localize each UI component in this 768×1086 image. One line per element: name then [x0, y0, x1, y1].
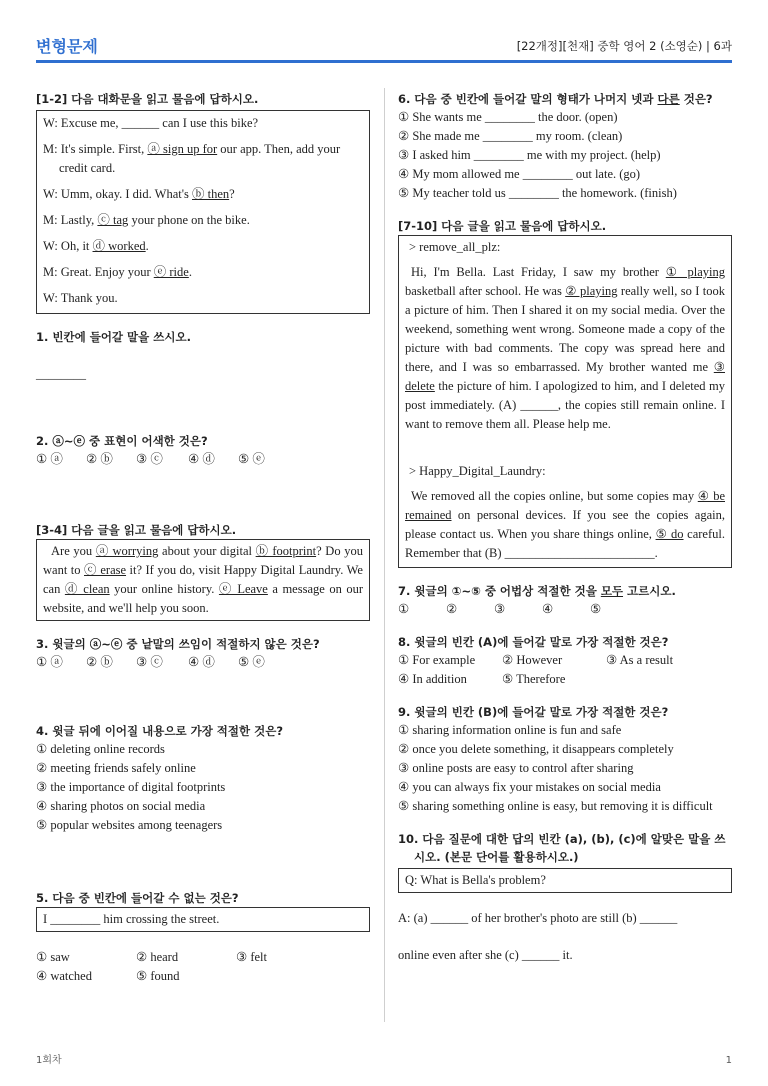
dialogue-line: M: Great. Enjoy your ⓔ ride. [43, 265, 192, 279]
dialogue-line: M: Lastly, ⓒ tag your phone on the bike. [43, 213, 250, 227]
dialogue-line: W: Oh, it ⓓ worked. [43, 239, 149, 253]
options-q5 [36, 948, 370, 967]
option[interactable]: ① sharing information online is fun and safe [398, 723, 622, 737]
sentence-box-q5: I ________ him crossing the street. [36, 907, 370, 932]
dialogue-line: M: It's simple. First, ⓐ sign up for our app. Then, add your credit card. [43, 142, 341, 175]
option[interactable]: ④ sharing photos on social media [36, 799, 206, 813]
option[interactable]: ⑤ found [136, 969, 180, 983]
dialogue-line: W: Umm, okay. I did. What's ⓑ then? [43, 187, 235, 201]
question-3: 3. 윗글의 ⓐ~ⓔ 중 낱말의 쓰임이 적절하지 않은 것은? [36, 637, 320, 651]
options-q5 [36, 967, 370, 986]
option[interactable]: ⑤ Therefore [502, 672, 566, 686]
option[interactable]: ④ ⓓ [188, 655, 215, 669]
question-5: 5. 다음 중 빈칸에 들어갈 수 없는 것은? [36, 891, 239, 905]
reply-username: > Happy_Digital_Laundry: [409, 464, 546, 478]
question-6: 6. 다음 중 빈칸에 들어갈 말의 형태가 나머지 넷과 다른 것은? [398, 92, 713, 106]
option[interactable]: ⑤ popular websites among teenagers [36, 818, 223, 832]
option[interactable]: ⑤ sharing something online is easy, but removing it is difficult [398, 799, 713, 813]
option[interactable]: ② However [502, 653, 563, 667]
option[interactable]: ④ My mom allowed me ________ out late. (go) [398, 167, 641, 181]
dialogue-line: W: Thank you. [43, 291, 118, 305]
dialogue-box [36, 110, 370, 314]
options-q2 [36, 450, 370, 469]
option[interactable]: ① deleting online records [36, 742, 165, 756]
question-1: 1. 빈칸에 들어갈 말을 쓰시오. [36, 330, 191, 344]
option[interactable]: ③ I asked him ________ me with my project. (help) [398, 148, 661, 162]
right-column [398, 90, 732, 965]
instruction-7-10: [7-10] 다음 글을 읽고 물음에 답하시오. [398, 219, 607, 233]
option[interactable]: ① ⓐ [36, 452, 63, 466]
option[interactable]: ② ⓑ [86, 655, 113, 669]
answer-blank: ________ [36, 367, 86, 381]
option[interactable]: ① saw [36, 950, 70, 964]
option[interactable]: ⑤ My teacher told us ________ the homework. (finish) [398, 186, 677, 200]
header-rule [36, 60, 732, 63]
question-2: 2. ⓐ~ⓔ 중 표현이 어색한 것은? [36, 434, 208, 448]
footer-round: 1회차 [36, 1055, 62, 1066]
option[interactable]: ③ online posts are easy to control after sharing [398, 761, 634, 775]
passage-box-3-4: Are you ⓐ worrying about your digital ⓑ footprint? Do you want to ⓒ erase it? If you do, visit Happy Digital Laundry. We can ⓓ clean your online history. ⓔ Leave a message on our website, and we'll help you soon. [36, 539, 370, 621]
page-number: 1 [725, 1055, 732, 1066]
column-divider [384, 88, 385, 1022]
option[interactable]: ③ As a result [606, 653, 674, 667]
option[interactable]: ④ In addition [398, 672, 467, 686]
left-column [36, 90, 370, 986]
instruction-3-4: [3-4] 다음 글을 읽고 물음에 답하시오. [36, 523, 237, 537]
option[interactable]: ② She made me ________ my room. (clean) [398, 129, 623, 143]
option[interactable]: ⑤ ⓔ [238, 655, 265, 669]
answer-line: online even after she (c) ______ it. [398, 948, 573, 962]
reply-body: We removed all the copies online, but some copies may ④ be remained on personal devices. If you see the copies again, please contact us. When you share things online, ⑤ do careful. Remember that (B) ________________________. [405, 489, 725, 560]
option[interactable]: ① ⓐ [36, 655, 63, 669]
question-8: 8. 윗글의 빈칸 (A)에 들어갈 말로 가장 적절한 것은? [398, 635, 669, 649]
post-username: > remove_all_plz: [409, 240, 501, 254]
option[interactable]: ③ ⓒ [136, 655, 163, 669]
options-q8 [398, 651, 732, 670]
page-subtitle: [22개정][천재] 중학 영어 2 (소영순) | 6과 [516, 39, 732, 53]
passage-box-7-10 [398, 235, 732, 568]
option[interactable]: ② meeting friends safely online [36, 761, 196, 775]
options-q8 [398, 670, 732, 689]
option[interactable]: ② ⓑ [86, 452, 113, 466]
option[interactable]: ④ [542, 602, 554, 616]
option[interactable]: ④ watched [36, 969, 92, 983]
option[interactable]: ② once you delete something, it disappears completely [398, 742, 674, 756]
instruction-1-2: [1-2] 다음 대화문을 읽고 물음에 답하시오. [36, 92, 259, 106]
option[interactable]: ① For example [398, 653, 476, 667]
dialogue-line: W: Excuse me, ______ can I use this bike? [43, 116, 259, 130]
question-7: 7. 윗글의 ①~⑤ 중 어법상 적절한 것을 모두 고르시오. [398, 584, 676, 598]
option[interactable]: ④ ⓓ [188, 452, 215, 466]
option[interactable]: ③ felt [236, 950, 267, 964]
option[interactable]: ⑤ [590, 602, 602, 616]
answer-line: A: (a) ______ of her brother's photo are still (b) ______ [398, 911, 678, 925]
option[interactable]: ③ the importance of digital footprints [36, 780, 226, 794]
option[interactable]: ③ ⓒ [136, 452, 163, 466]
question-4: 4. 윗글 뒤에 이어질 내용으로 가장 적절한 것은? [36, 724, 284, 738]
option[interactable]: ⑤ ⓔ [238, 452, 265, 466]
option[interactable]: ① She wants me ________ the door. (open) [398, 110, 618, 124]
options-q3 [36, 653, 370, 672]
option[interactable]: ① [398, 602, 410, 616]
option[interactable]: ④ you can always fix your mistakes on social media [398, 780, 661, 794]
option[interactable]: ② [446, 602, 458, 616]
options-q7 [398, 600, 732, 619]
option[interactable]: ② heard [136, 950, 179, 964]
question-box-q10: Q: What is Bella's problem? [398, 868, 732, 893]
question-9: 9. 윗글의 빈칸 (B)에 들어갈 말로 가장 적절한 것은? [398, 705, 669, 719]
question-10: 10. 다음 질문에 대한 답의 빈칸 (a), (b), (c)에 알맞은 말을 쓰시오. (본문 단어를 활용하시오.) [398, 832, 726, 864]
page-title: 변형문제 [36, 37, 98, 56]
post-body: Hi, I'm Bella. Last Friday, I saw my brother ① playing basketball after school. He was ② playing really well, so I took a picture of him. Then I shared it on my social media. Over the weekend, something went wrong. Someone made a copy of the picture with bad comments. The copy was spread here and there, and I was so embarrassed. My brother wanted me ③ delete the picture of him. I apologized to him, and I deleted my post immediately. (A) ______, the copies still remain online. I want to remove them all. Please help me. [405, 265, 725, 431]
option[interactable]: ③ [494, 602, 506, 616]
